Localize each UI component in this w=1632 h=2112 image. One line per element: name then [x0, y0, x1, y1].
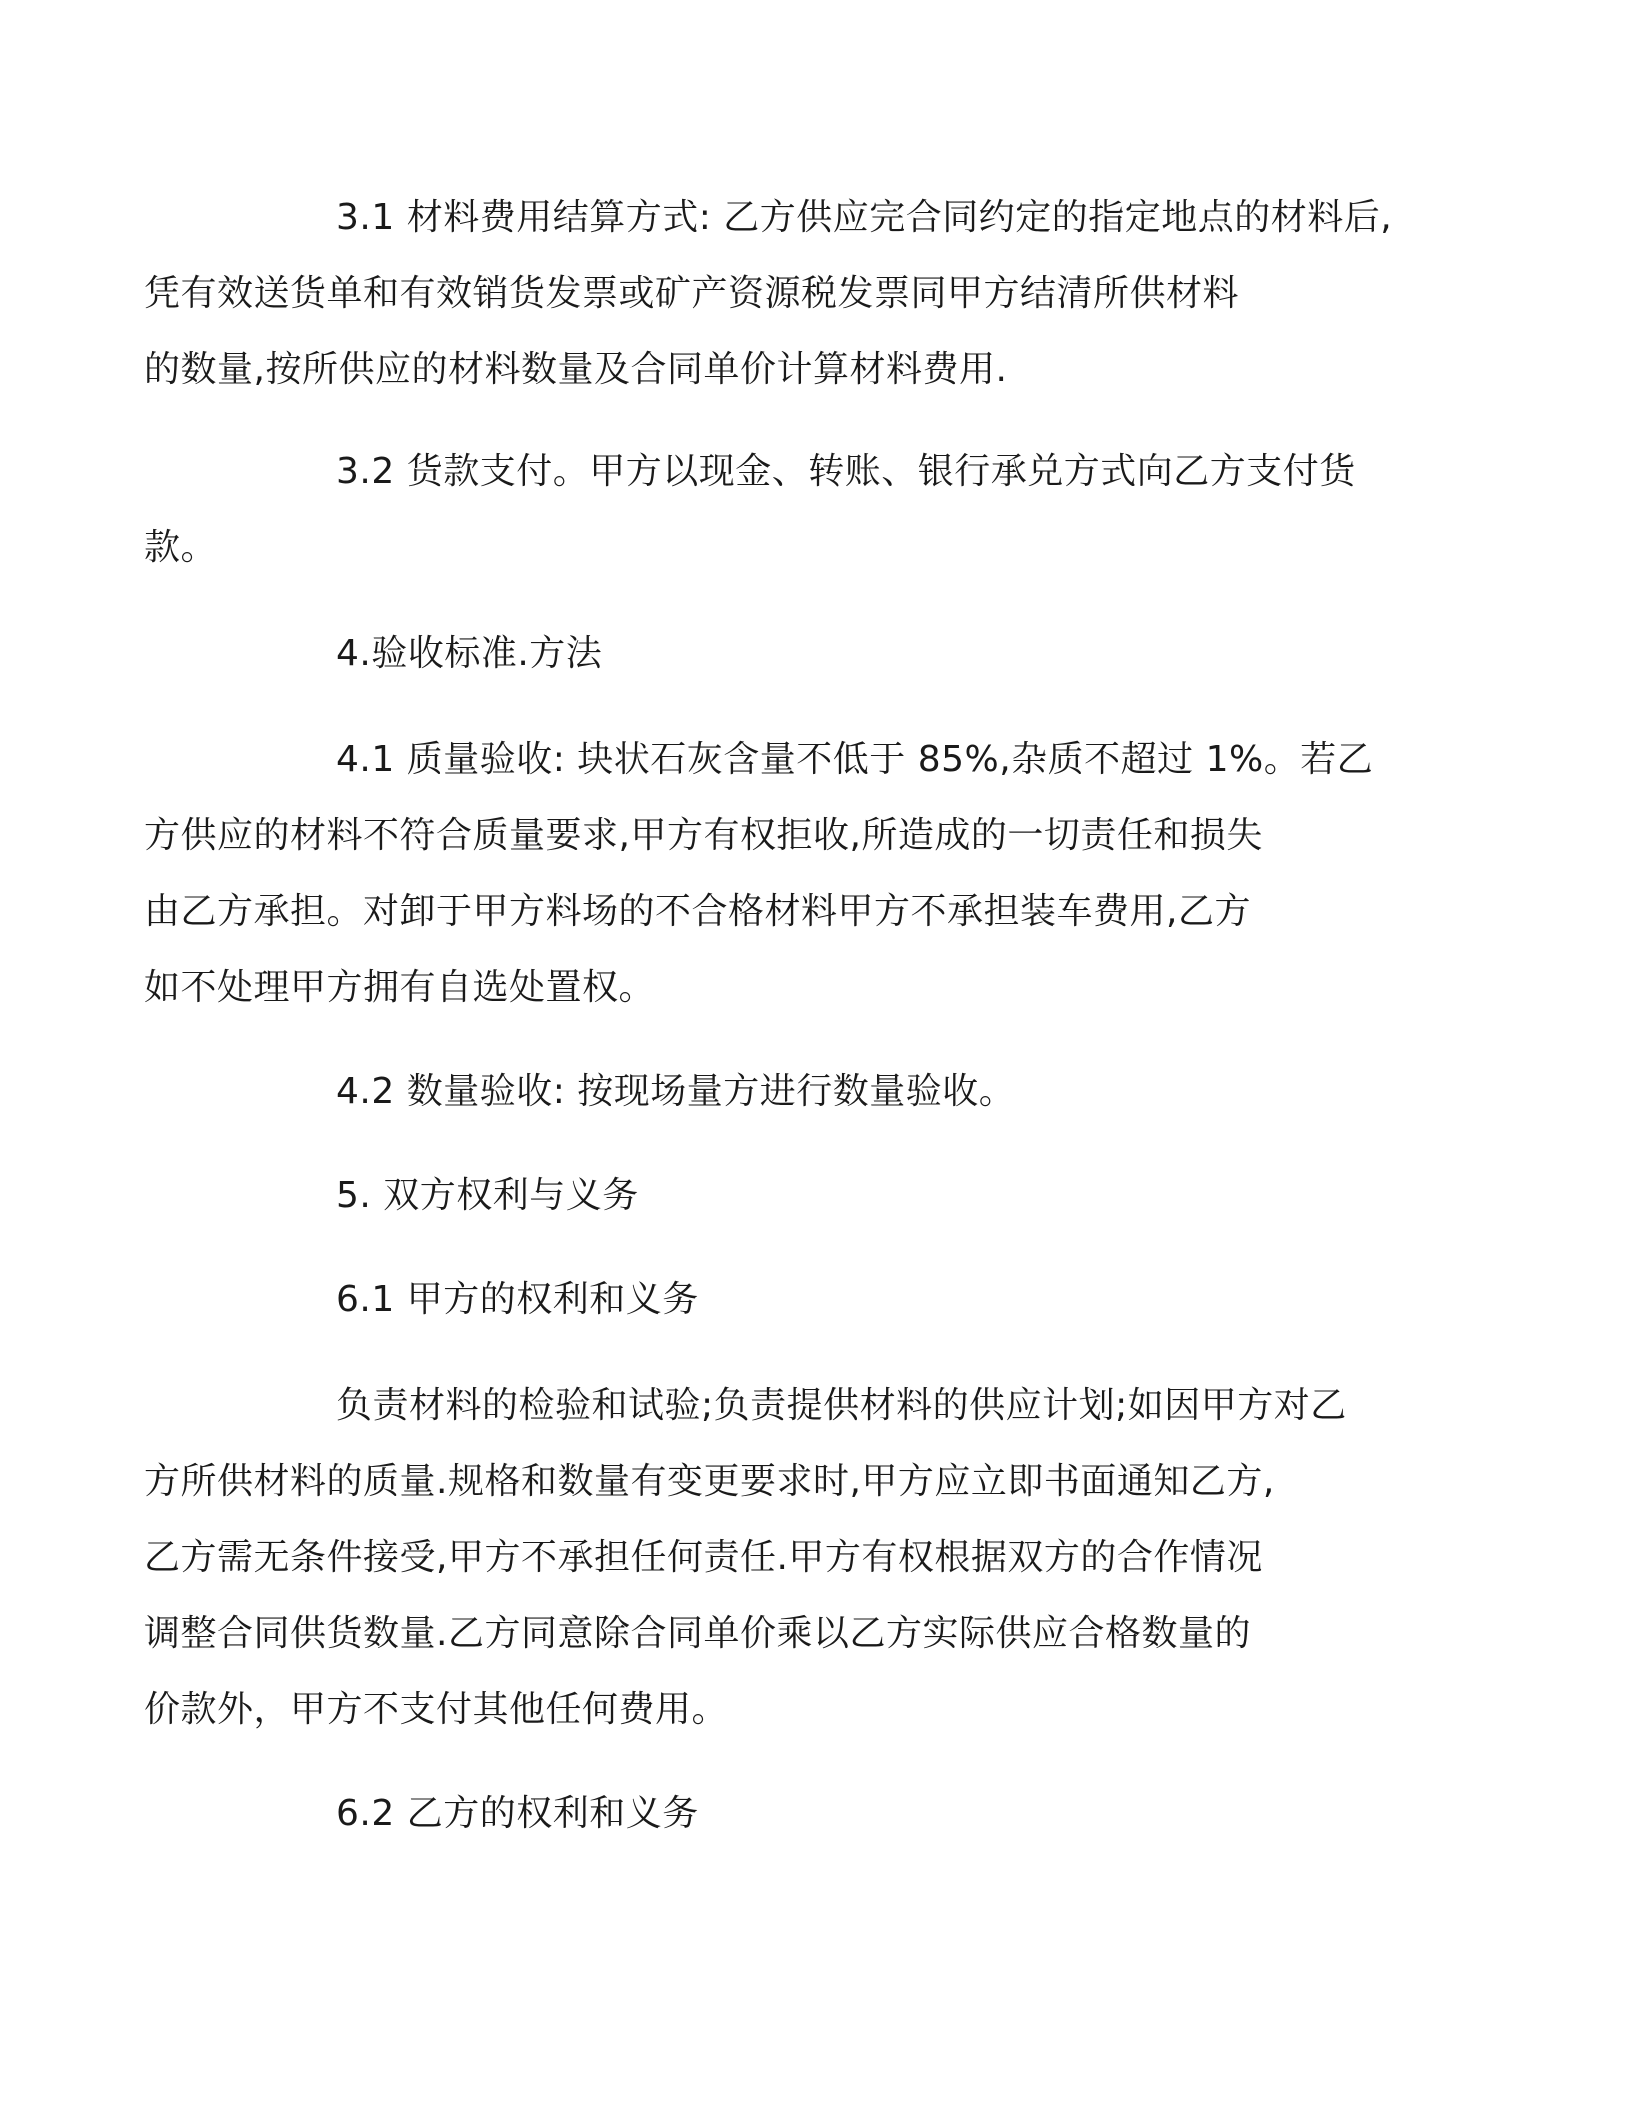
text-line: 6.2 乙方的权利和义务: [336, 1793, 699, 1834]
heading-6-1-party-a: [240, 1262, 1400, 1338]
text-line: 调整合同供货数量.乙方同意除合同单价乘以乙方实际供应合格数量的: [144, 1613, 1251, 1654]
text-line: 凭有效送货单和有效销货发票或矿产资源税发票同甲方结清所供材料: [144, 273, 1240, 314]
heading-6-2-party-b: [240, 1776, 1400, 1852]
paragraph-3-2-payment: [144, 434, 1400, 586]
text-line: 由乙方承担。对卸于甲方料场的不合格材料甲方不承担装车费用,乙方: [144, 891, 1251, 932]
text-line: 4.2 数量验收: 按现场量方进行数量验收。: [336, 1071, 1016, 1112]
text-line: 价款外，甲方不支付其他任何费用。: [144, 1689, 729, 1730]
text-line: 4.验收标准.方法: [336, 633, 603, 674]
text-line: 方所供材料的质量.规格和数量有变更要求时,甲方应立即书面通知乙方,: [144, 1461, 1275, 1502]
text-line: 方供应的材料不符合质量要求,甲方有权拒收,所造成的一切责任和损失: [144, 815, 1263, 856]
text-line: 乙方需无条件接受,甲方不承担任何责任.甲方有权根据双方的合作情况: [144, 1537, 1263, 1578]
paragraph-4-1-quality: [144, 722, 1400, 1026]
text-line: 3.2 货款支付。甲方以现金、转账、银行承兑方式向乙方支付货: [336, 451, 1356, 492]
paragraph-3-1-settlement: [144, 180, 1400, 408]
text-line: 6.1 甲方的权利和义务: [336, 1279, 699, 1320]
paragraph-4-2-quantity: [240, 1054, 1400, 1130]
text-line: 4.1 质量验收: 块状石灰含量不低于 85%,杂质不超过 1%。若乙: [336, 739, 1374, 780]
text-line: 款。: [144, 527, 218, 568]
text-line: 5. 双方权利与义务: [336, 1175, 639, 1216]
heading-5-rights: [240, 1158, 1400, 1234]
text-line: 如不处理甲方拥有自选处置权。: [144, 967, 656, 1008]
paragraph-6-1-body: [144, 1368, 1400, 1748]
heading-4-acceptance: [240, 616, 1400, 692]
text-line: 的数量,按所供应的材料数量及合同单价计算材料费用.: [144, 349, 1008, 390]
text-line: 3.1 材料费用结算方式: 乙方供应完合同约定的指定地点的材料后,: [336, 197, 1393, 238]
text-line: 负责材料的检验和试验;负责提供材料的供应计划;如因甲方对乙: [336, 1385, 1347, 1426]
